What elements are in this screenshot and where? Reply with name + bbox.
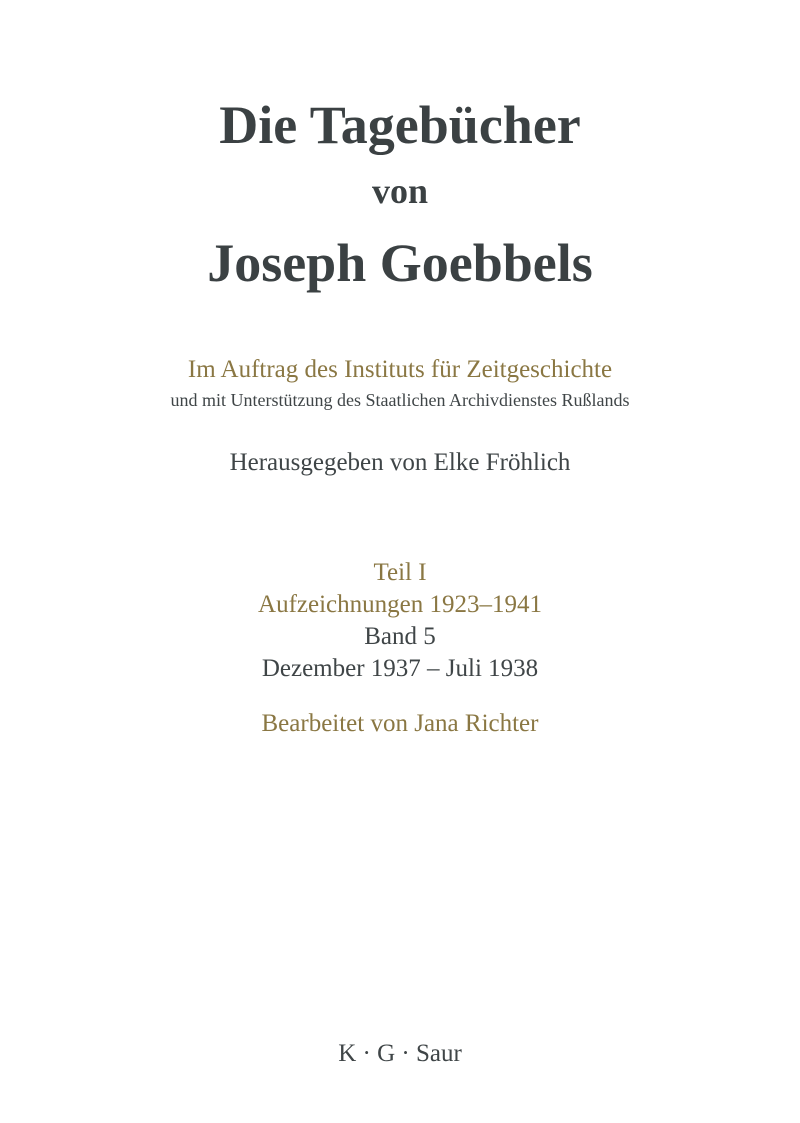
publisher-name: K · G · Saur [338,1040,462,1067]
volume-band: Band 5 [364,623,436,650]
title-line-1: Die Tagebücher [219,95,581,155]
commission-line-2: und mit Unterstützung des Staatlichen Archivdienstes Rußlands [170,390,630,410]
title-line-2: von [371,171,429,211]
editor-line: Herausgegeben von Elke Fröhlich [229,449,571,476]
volume-records: Aufzeichnungen 1923–1941 [258,591,542,618]
title-line-3: Joseph Goebbels [207,233,593,293]
commission-line-1: Im Auftrag des Instituts für Zeitgeschichte [187,356,613,383]
volume-part: Teil I [373,559,427,586]
volume-period: Dezember 1937 – Juli 1938 [261,655,539,682]
revised-by-line: Bearbeitet von Jana Richter [261,710,539,737]
